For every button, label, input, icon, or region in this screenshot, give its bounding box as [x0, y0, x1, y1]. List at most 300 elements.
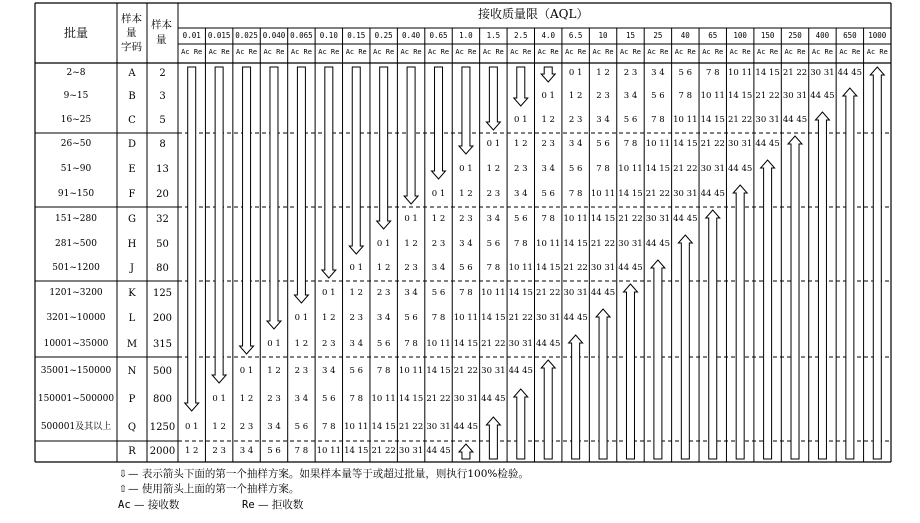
ac-re-header: Ac Re — [345, 48, 367, 56]
ac-re-header: Ac Re — [592, 48, 614, 56]
plan-cell: 1 2 — [184, 445, 199, 456]
aql-level-18: 40 — [680, 31, 690, 40]
plan-cell: 5 6 — [404, 313, 418, 323]
plan-cell: 3 4 — [568, 139, 583, 149]
plan-cell: 44 45 — [673, 213, 698, 224]
table-title: 接收质量限（AQL） — [478, 7, 589, 21]
up-arrow-icon — [486, 417, 500, 459]
lot-size-header: 批量 — [64, 26, 89, 40]
down-arrow-icon — [377, 67, 391, 229]
plan-cell: 44 45 — [453, 421, 479, 432]
plan-cell: 30 31 — [536, 313, 561, 323]
plan-cell: 14 15 — [590, 213, 616, 224]
plan-cell: 3 4 — [541, 163, 555, 174]
plan-cell: 3 4 — [376, 313, 391, 323]
down-arrow-icon — [322, 67, 336, 278]
plan-cell: 14 15 — [371, 421, 396, 432]
legend-ac — [118, 497, 179, 512]
plan-cell: 0 1 — [568, 68, 583, 78]
plan-cell: 7 8 — [294, 445, 309, 456]
plan-cell: 30 31 — [508, 338, 533, 349]
plan-cell: 10 11 — [453, 313, 479, 323]
aql-level-15: 10 — [598, 31, 608, 40]
plan-cell: 2 3 — [486, 188, 501, 199]
plan-cell: 10 11 — [508, 263, 533, 273]
plan-cell: 7 8 — [431, 313, 446, 323]
plan-cell: 1 2 — [349, 287, 363, 298]
plan-cell: 7 8 — [486, 263, 501, 273]
aql-level-4: 0.065 — [290, 31, 313, 40]
plan-cell: 21 22 — [727, 115, 753, 125]
down-arrow-icon — [541, 67, 555, 82]
plan-cell: 2 3 — [623, 68, 638, 78]
plan-cell: 21 22 — [426, 394, 451, 404]
plan-cell: 10 11 — [618, 163, 643, 174]
plan-cell: 14 15 — [536, 263, 561, 273]
plan-cell: 3 4 — [239, 445, 254, 456]
down-arrow-icon — [294, 67, 308, 303]
plan-cell: 5 6 — [568, 163, 583, 174]
plan-cell: 44 45 — [727, 163, 753, 174]
sample-code-1: B — [128, 91, 136, 102]
down-arrow-icon: ⇩ — [118, 469, 128, 480]
sample-size-1: 3 — [159, 91, 166, 102]
aql-level-12: 2.5 — [514, 31, 528, 40]
legend-re-label: Re — [242, 499, 255, 511]
plan-cell: 30 31 — [618, 238, 643, 249]
legend-re-text: — 拒收数 — [258, 499, 304, 511]
sample-code-15: R — [128, 445, 136, 457]
plan-cell: 7 8 — [459, 287, 473, 298]
plan-cell: 5 6 — [541, 188, 555, 199]
plan-cell: 30 31 — [590, 263, 616, 273]
aql-level-17: 25 — [653, 31, 663, 40]
legend-up — [118, 481, 299, 496]
plan-cell: 14 15 — [645, 163, 671, 174]
ac-re-header: Ac Re — [318, 48, 340, 56]
plan-cell: 0 1 — [404, 213, 418, 224]
plan-cell: 44 45 — [700, 188, 725, 199]
plan-cell: 0 1 — [431, 188, 446, 199]
aql-level-9: 0.65 — [429, 31, 448, 40]
plan-cell: 7 8 — [705, 68, 720, 78]
lot-size-4: 51~90 — [60, 163, 92, 174]
up-arrow-icon — [459, 444, 473, 459]
sample-size-9: 125 — [152, 287, 173, 299]
down-arrow-icon — [349, 67, 363, 254]
plan-cell: 30 31 — [481, 365, 506, 376]
plan-cell: 2 3 — [239, 421, 254, 432]
aql-level-19: 65 — [708, 31, 718, 40]
up-arrow-icon — [623, 284, 637, 459]
sample-size-8: 80 — [156, 263, 169, 274]
plan-cell: 2 3 — [568, 115, 583, 125]
ac-re-header: Ac Re — [866, 48, 888, 56]
plan-cell: 1 2 — [568, 91, 583, 101]
plan-cell: 0 1 — [514, 115, 528, 125]
legend-down-text: — 表示箭头下面的第一个抽样方案。如果样本量等于或超过批量，则执行100%检验。 — [128, 468, 529, 480]
plan-cell: 2 3 — [541, 139, 555, 149]
plan-cell: 3 4 — [459, 238, 473, 249]
sample-size-7: 50 — [156, 238, 169, 250]
plan-cell: 3 4 — [267, 421, 281, 432]
sample-size-6: 32 — [156, 213, 169, 225]
plan-cell: 30 31 — [700, 163, 725, 174]
sample-size-0: 2 — [159, 68, 166, 79]
plan-cell: 3 4 — [349, 338, 363, 349]
plan-cell: 30 31 — [810, 68, 835, 78]
plan-cell: 3 4 — [486, 213, 501, 224]
plan-cell: 1 2 — [376, 263, 391, 273]
legend-ac-label: Ac — [118, 499, 131, 511]
plan-cell: 10 11 — [673, 115, 698, 125]
ac-re-header: Ac Re — [236, 48, 258, 56]
plan-cell: 21 22 — [782, 68, 808, 78]
sample-size-header-2: 量 — [156, 34, 167, 46]
sample-size-13: 800 — [152, 394, 173, 405]
plan-cell: 21 22 — [508, 313, 533, 323]
plan-cell: 2 3 — [596, 91, 610, 101]
plan-cell: 44 45 — [645, 238, 671, 249]
ac-re-header: Ac Re — [208, 48, 230, 56]
plan-cell: 7 8 — [651, 115, 665, 125]
down-arrow-icon — [432, 67, 446, 179]
plan-cell: 44 45 — [755, 139, 780, 149]
plan-cell: 7 8 — [514, 238, 528, 249]
plan-cell: 10 11 — [426, 338, 451, 349]
plan-cell: 44 45 — [508, 365, 533, 376]
ac-re-header: Ac Re — [674, 48, 696, 56]
plan-cell: 14 15 — [426, 365, 451, 376]
lot-size-0: 2~8 — [66, 68, 86, 78]
plan-cell: 0 1 — [294, 313, 309, 323]
plan-cell: 44 45 — [618, 263, 643, 273]
down-arrow-icon — [514, 67, 528, 106]
ac-re-header: Ac Re — [400, 48, 422, 56]
ac-re-header: Ac Re — [537, 48, 559, 56]
plan-cell: 7 8 — [404, 338, 418, 349]
sample-size-2: 5 — [159, 115, 166, 126]
plan-cell: 2 3 — [431, 238, 446, 249]
ac-re-header: Ac Re — [811, 48, 833, 56]
plan-cell: 44 45 — [536, 338, 561, 349]
plan-cell: 1 2 — [294, 338, 309, 349]
lot-size-9: 1201~3200 — [49, 287, 103, 298]
ac-re-header: Ac Re — [373, 48, 395, 56]
plan-cell: 21 22 — [590, 238, 616, 249]
plan-cell: 30 31 — [673, 188, 698, 199]
lot-size-1: 9~15 — [63, 91, 89, 101]
up-arrow-icon — [706, 210, 720, 459]
plan-cell: 7 8 — [322, 421, 336, 432]
plan-cell: 0 1 — [239, 365, 254, 376]
sample-code-7: H — [127, 238, 137, 250]
plan-cell: 2 3 — [404, 263, 418, 273]
ac-re-header: Ac Re — [784, 48, 806, 56]
plan-cell: 10 11 — [316, 445, 341, 456]
sample-size-15: 2000 — [149, 445, 176, 457]
plan-cell: 21 22 — [398, 421, 424, 432]
up-arrow-icon — [541, 360, 555, 459]
plan-cell: 7 8 — [376, 365, 391, 376]
plan-cell: 1 2 — [431, 213, 446, 224]
plan-cell: 0 1 — [459, 163, 473, 174]
sample-code-2: C — [128, 115, 136, 126]
plan-cell: 1 2 — [267, 365, 281, 376]
down-arrow-icon — [240, 67, 254, 354]
aql-level-5: 0.10 — [319, 31, 338, 40]
plan-cell: 7 8 — [349, 394, 363, 404]
plan-cell: 10 11 — [398, 365, 424, 376]
plan-cell: 44 45 — [782, 115, 808, 125]
plan-cell: 5 6 — [651, 91, 665, 101]
plan-cell: 44 45 — [426, 445, 451, 456]
plan-cell: 14 15 — [563, 238, 588, 249]
lot-size-8: 501~1200 — [52, 263, 100, 273]
ac-re-header: Ac Re — [263, 48, 285, 56]
plan-cell: 2 3 — [212, 445, 226, 456]
sample-code-9: K — [128, 287, 136, 299]
plan-cell: 0 1 — [212, 394, 226, 404]
plan-cell: 1 2 — [514, 139, 528, 149]
plan-cell: 30 31 — [426, 421, 451, 432]
sample-size-12: 500 — [152, 365, 173, 377]
plan-cell: 5 6 — [623, 115, 638, 125]
sample-size-14: 1250 — [149, 421, 176, 433]
ac-re-header: Ac Re — [647, 48, 669, 56]
ac-re-header: Ac Re — [839, 48, 861, 56]
aql-level-16: 15 — [625, 31, 635, 40]
lot-size-13: 150001~500000 — [37, 394, 115, 404]
ac-re-header: Ac Re — [757, 48, 779, 56]
legend-up-text: — 使用箭头上面的第一个抽样方案。 — [128, 483, 300, 495]
aql-level-0: 0.01 — [182, 31, 201, 40]
plan-cell: 10 11 — [727, 68, 753, 78]
plan-cell: 7 8 — [678, 91, 693, 101]
aql-level-2: 0.025 — [235, 31, 258, 40]
plan-cell: 1 2 — [541, 115, 555, 125]
lot-size-10: 3201~10000 — [46, 313, 106, 323]
plan-cell: 0 1 — [267, 338, 281, 349]
plan-cell: 14 15 — [398, 394, 424, 404]
aql-level-8: 0.40 — [402, 31, 421, 40]
plan-cell: 21 22 — [645, 188, 671, 199]
aql-level-10: 1.0 — [459, 31, 473, 40]
plan-cell: 21 22 — [755, 91, 780, 101]
ac-re-header: Ac Re — [565, 48, 587, 56]
plan-cell: 44 45 — [837, 68, 863, 78]
lot-size-7: 281~500 — [55, 238, 97, 249]
sample-code-4: E — [128, 163, 136, 175]
sample-code-13: P — [128, 394, 136, 405]
legend-re — [242, 497, 303, 512]
plan-cell: 21 22 — [371, 445, 396, 456]
plan-cell: 0 1 — [184, 421, 199, 432]
plan-cell: 2 3 — [294, 365, 309, 376]
sample-size-5: 20 — [156, 188, 169, 200]
sample-size-3: 8 — [159, 139, 166, 150]
plan-cell: 21 22 — [536, 287, 561, 298]
lot-size-12: 35001~150000 — [40, 365, 112, 376]
ac-re-header: Ac Re — [702, 48, 724, 56]
legend-down — [118, 466, 529, 481]
plan-cell: 30 31 — [398, 445, 424, 456]
plan-cell: 1 2 — [212, 421, 226, 432]
plan-cell: 5 6 — [431, 287, 446, 298]
sample-code-0: A — [128, 68, 136, 79]
aql-level-3: 0.040 — [262, 31, 286, 40]
aql-level-24: 650 — [843, 31, 857, 40]
plan-cell: 10 11 — [371, 394, 396, 404]
plan-cell: 1 2 — [239, 394, 254, 404]
plan-cell: 10 11 — [590, 188, 616, 199]
plan-cell: 5 6 — [322, 394, 336, 404]
plan-cell: 14 15 — [453, 338, 479, 349]
plan-cell: 7 8 — [541, 213, 555, 224]
up-arrow-icon — [514, 389, 528, 459]
plan-cell: 10 11 — [536, 238, 561, 249]
plan-cell: 30 31 — [755, 115, 780, 125]
plan-cell: 30 31 — [782, 91, 808, 101]
aql-level-14: 6.5 — [568, 31, 583, 40]
down-arrow-icon — [185, 67, 199, 411]
down-arrow-icon — [267, 67, 281, 329]
up-arrow-icon — [733, 185, 747, 459]
plan-cell: 0 1 — [486, 139, 501, 149]
up-arrow-icon — [596, 309, 610, 459]
plan-cell: 5 6 — [376, 338, 391, 349]
down-arrow-icon — [404, 67, 418, 204]
sample-code-5: F — [128, 188, 136, 200]
aql-level-13: 4.0 — [541, 31, 555, 40]
plan-cell: 3 4 — [404, 287, 418, 298]
plan-cell: 1 2 — [486, 163, 501, 174]
ac-re-header: Ac Re — [290, 48, 312, 56]
plan-cell: 5 6 — [349, 365, 363, 376]
down-arrow-icon — [212, 67, 226, 383]
plan-cell: 5 6 — [596, 139, 610, 149]
plan-cell: 2 3 — [376, 287, 391, 298]
plan-cell: 30 31 — [453, 394, 479, 404]
plan-cell: 0 1 — [349, 263, 363, 273]
plan-cell: 21 22 — [700, 139, 725, 149]
ac-re-header: Ac Re — [482, 48, 504, 56]
up-arrow-icon — [788, 136, 802, 459]
ac-re-header: Ac Re — [729, 48, 751, 56]
ac-re-header: Ac Re — [181, 48, 203, 56]
aql-level-23: 400 — [815, 31, 830, 40]
plan-cell: 14 15 — [508, 287, 533, 298]
plan-cell: 0 1 — [376, 238, 391, 249]
plan-cell: 30 31 — [727, 139, 753, 149]
sample-code-header-2: 量 — [126, 27, 137, 39]
plan-cell: 2 3 — [459, 213, 473, 224]
down-arrow-icon — [459, 67, 473, 154]
plan-cell: 1 2 — [404, 238, 418, 249]
plan-cell: 1 2 — [322, 313, 336, 323]
plan-cell: 5 6 — [294, 421, 309, 432]
plan-cell: 3 4 — [431, 263, 446, 273]
plan-cell: 3 4 — [651, 68, 665, 78]
plan-cell: 2 3 — [514, 163, 528, 174]
sample-code-header-1: 样本 — [121, 13, 142, 25]
up-arrow-icon — [870, 67, 884, 459]
lot-size-3: 26~50 — [60, 139, 92, 149]
plan-cell: 21 22 — [673, 163, 698, 174]
plan-cell: 2 3 — [322, 338, 336, 349]
plan-cell: 44 45 — [810, 91, 835, 101]
plan-cell: 14 15 — [673, 139, 698, 149]
up-arrow-icon — [569, 335, 583, 459]
sample-code-12: N — [127, 365, 137, 377]
plan-cell: 7 8 — [568, 188, 583, 199]
aql-level-7: 0.25 — [374, 31, 393, 40]
aql-level-21: 150 — [760, 31, 775, 40]
up-arrow-icon — [651, 260, 665, 459]
plan-cell: 5 6 — [514, 213, 528, 224]
aql-level-20: 100 — [733, 31, 747, 40]
plan-cell: 14 15 — [481, 313, 506, 323]
plan-cell: 21 22 — [618, 213, 643, 224]
plan-cell: 10 11 — [645, 139, 671, 149]
plan-cell: 2 3 — [267, 394, 281, 404]
up-arrow-icon — [843, 88, 857, 459]
plan-cell: 21 22 — [453, 365, 479, 376]
up-arrow-icon — [761, 160, 775, 459]
plan-cell: 1 2 — [459, 188, 473, 199]
aql-level-6: 0.15 — [347, 31, 366, 40]
plan-cell: 10 11 — [481, 287, 506, 298]
ac-re-header: Ac Re — [455, 48, 477, 56]
sample-size-10: 200 — [152, 313, 173, 324]
plan-cell: 3 4 — [322, 365, 336, 376]
plan-cell: 10 11 — [700, 91, 725, 101]
legend-ac-text: — 接收数 — [134, 499, 180, 511]
plan-cell: 0 1 — [541, 91, 555, 101]
plan-cell: 14 15 — [755, 68, 780, 78]
plan-cell: 7 8 — [623, 139, 638, 149]
sample-code-header-3: 字码 — [121, 41, 142, 53]
sample-size-11: 315 — [152, 338, 173, 350]
aql-level-11: 1.5 — [486, 31, 501, 40]
sample-code-3: D — [127, 139, 137, 150]
plan-cell: 2 3 — [349, 313, 363, 323]
plan-cell: 3 4 — [623, 91, 638, 101]
plan-cell: 21 22 — [481, 338, 506, 349]
plan-cell: 5 6 — [678, 68, 693, 78]
ac-re-header: Ac Re — [510, 48, 532, 56]
plan-cell: 30 31 — [563, 287, 588, 298]
aql-level-1: 0.015 — [207, 31, 231, 40]
ac-re-header: Ac Re — [427, 48, 450, 56]
sample-size-header-1: 样本 — [151, 19, 172, 31]
plan-cell: 21 22 — [563, 263, 588, 273]
plan-cell: 0 1 — [322, 287, 336, 298]
ac-re-header: Ac Re — [619, 48, 642, 56]
plan-cell: 14 15 — [618, 188, 643, 199]
plan-cell: 1 2 — [596, 68, 610, 78]
plan-cell: 5 6 — [267, 445, 281, 456]
plan-cell: 10 11 — [344, 421, 369, 432]
aql-level-25: 1000 — [868, 31, 887, 40]
sample-code-10: L — [128, 313, 136, 324]
sample-size-4: 13 — [156, 163, 169, 175]
plan-cell: 5 6 — [459, 263, 473, 273]
lot-size-11: 10001~35000 — [43, 338, 109, 349]
plan-cell: 3 4 — [514, 188, 528, 199]
sample-code-6: G — [128, 213, 136, 225]
plan-cell: 44 45 — [481, 394, 506, 404]
